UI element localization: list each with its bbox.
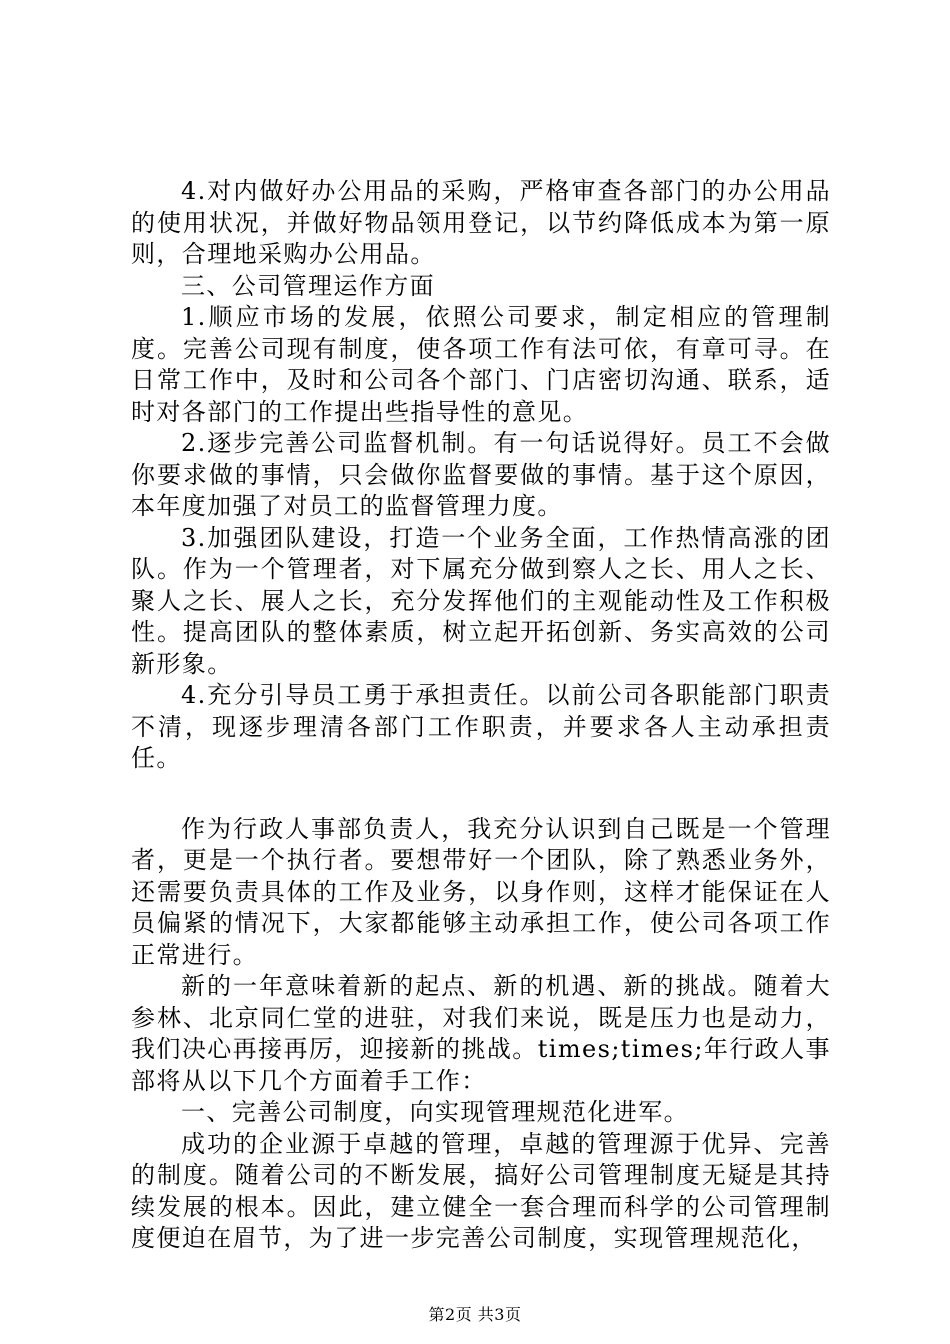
paragraph-successful-enterprise: 成功的企业源于卓越的管理，卓越的管理源于优异、完善的制度。随着公司的不断发展，搞好公司管理制度无疑是其持续发展的根本。因此，建立健全一套合理而科学的公司管理制度便迫在眉节，为了进一步完善公司制度，实现管理规范化， — [131, 1129, 831, 1252]
paragraph-team-building: 3.加强团队建设，打造一个业务全面，工作热情高涨的团队。作为一个管理者，对下属充分做到察人之长、用人之长、聚人之长、展人之长，充分发挥他们的主观能动性及工作积极性。提高团队的整体素质，树立起开拓创新、务实高效的公司新形象。 — [131, 523, 831, 678]
paragraph-supervision: 2.逐步完善公司监督机制。有一句话说得好。员工不会做你要求做的事情，只会做你监督要做的事情。基于这个原因，本年度加强了对员工的监督管理力度。 — [131, 429, 831, 520]
page-number-footer: 第2页 共3页 — [428, 1305, 522, 1324]
section-heading-improve-system: 一、完善公司制度，向实现管理规范化进军。 — [181, 1098, 689, 1126]
paragraph-management-system: 1.顺应市场的发展，依照公司要求，制定相应的管理制度。完善公司现有制度，使各项工作有法可依，有章可寻。在日常工作中，及时和公司各个部门、门店密切沟通、联系，适时对各部门的工作提出些指导性的意见。 — [131, 303, 831, 426]
paragraph-new-year: 新的一年意味着新的起点、新的机遇、新的挑战。随着大参林、北京同仁堂的进驻，对我们来说，既是压力也是动力，我们决心再接再厉，迎接新的挑战。times;times;年行政人事部将从以下几个方面着手工作： — [131, 972, 831, 1095]
paragraph-gap — [131, 775, 831, 814]
paragraph-department-head: 作为行政人事部负责人，我充分认识到自己既是一个管理者，更是一个执行者。要想带好一个团队，除了熟悉业务外，还需要负责具体的工作及业务，以身作则，这样才能保证在人员偏紧的情况下，大家都能够主动承担工作，使公司各项工作正常进行。 — [131, 814, 831, 969]
paragraph-office-supplies: 4.对内做好办公用品的采购，严格审查各部门的办公用品的使用状况，并做好物品领用登记，以节约降低成本为第一原则，合理地采购办公用品。 — [131, 177, 831, 268]
section-heading-management: 三、公司管理运作方面 — [181, 271, 435, 300]
paragraph-responsibility: 4.充分引导员工勇于承担责任。以前公司各职能部门职责不清，现逐步理清各部门工作职责，并要求各人主动承担责任。 — [131, 681, 831, 772]
document-body — [131, 176, 831, 1255]
